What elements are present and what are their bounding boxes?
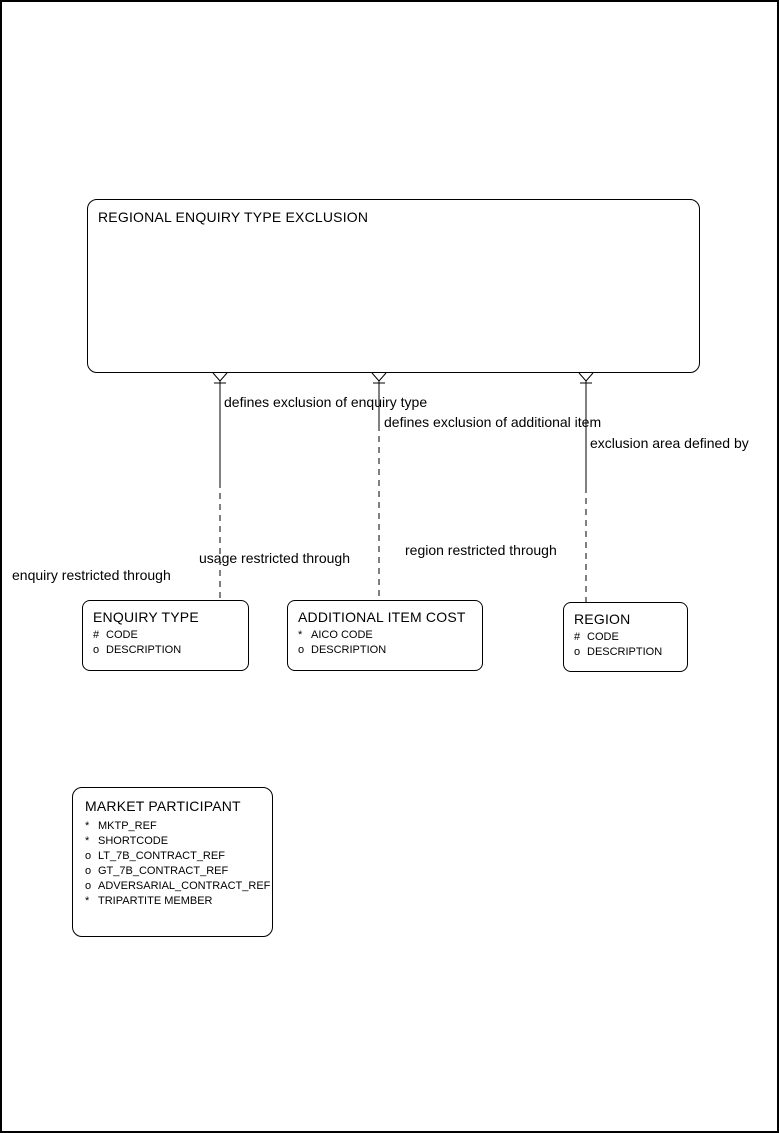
attribute-row <box>574 630 681 645</box>
entity-additional-item-cost[interactable] <box>287 600 483 671</box>
attribute-name: CODE <box>587 631 619 643</box>
attribute-row <box>93 628 242 643</box>
attribute-prefix: o <box>85 850 92 862</box>
attribute-prefix: * <box>298 629 303 641</box>
attribute-row <box>85 864 272 879</box>
attribute-prefix: o <box>93 644 100 656</box>
entity-title: MARKET PARTICIPANT <box>85 798 241 814</box>
entity-title: ADDITIONAL ITEM COST <box>298 609 466 625</box>
attribute-row <box>85 879 272 894</box>
attribute-list <box>574 630 681 660</box>
entity-title: REGIONAL ENQUIRY TYPE EXCLUSION <box>98 209 369 225</box>
attribute-prefix: o <box>85 865 92 877</box>
attribute-name: DESCRIPTION <box>587 646 663 658</box>
attribute-row <box>574 645 681 660</box>
attribute-name: DESCRIPTION <box>106 644 182 656</box>
entity-region[interactable] <box>563 602 688 672</box>
attribute-name: SHORTCODE <box>98 835 169 847</box>
entity-regional-enquiry-type-exclusion[interactable] <box>87 199 700 373</box>
attribute-name: CODE <box>106 629 138 641</box>
relationship-label-usage-restricted-through: usage restricted through <box>199 550 350 566</box>
attribute-prefix: # <box>574 631 581 643</box>
entity-title: REGION <box>574 611 631 627</box>
attribute-prefix: * <box>85 835 90 847</box>
attribute-list <box>85 819 272 909</box>
attribute-name: GT_7B_CONTRACT_REF <box>98 865 229 877</box>
attribute-name: LT_7B_CONTRACT_REF <box>98 850 225 862</box>
attribute-list <box>93 628 242 658</box>
relationship-label-defines-exclusion-of-additional-item: defines exclusion of additional item <box>384 414 602 430</box>
attribute-row <box>93 643 242 658</box>
attribute-prefix: o <box>298 644 305 656</box>
attribute-prefix: * <box>85 820 90 832</box>
attribute-name: MKTP_REF <box>98 820 157 832</box>
relationship-line-region[interactable] <box>579 373 593 602</box>
attribute-row <box>298 643 476 658</box>
attribute-row <box>85 849 272 864</box>
attribute-name: ADVERSARIAL_CONTRACT_REF <box>98 880 271 892</box>
attribute-prefix: o <box>85 880 92 892</box>
attribute-name: TRIPARTITE MEMBER <box>98 895 213 907</box>
attribute-prefix: * <box>85 895 90 907</box>
attribute-row <box>298 628 476 643</box>
attribute-name: DESCRIPTION <box>311 644 387 656</box>
attribute-name: AICO CODE <box>311 629 373 641</box>
attribute-prefix: # <box>93 629 100 641</box>
attribute-row <box>85 834 272 849</box>
entity-enquiry-type[interactable] <box>82 600 249 671</box>
entity-title: ENQUIRY TYPE <box>93 609 199 625</box>
attribute-row <box>85 819 272 834</box>
relationship-label-defines-exclusion-of-enquiry-type: defines exclusion of enquiry type <box>224 394 428 410</box>
relationship-label-exclusion-area-defined-by: exclusion area defined by <box>590 435 749 451</box>
relationship-label-enquiry-restricted-through: enquiry restricted through <box>12 567 171 583</box>
attribute-list <box>298 628 476 658</box>
attribute-prefix: o <box>574 646 581 658</box>
relationship-label-region-restricted-through: region restricted through <box>405 542 557 558</box>
entity-market-participant[interactable] <box>72 787 273 937</box>
attribute-row <box>85 894 272 909</box>
